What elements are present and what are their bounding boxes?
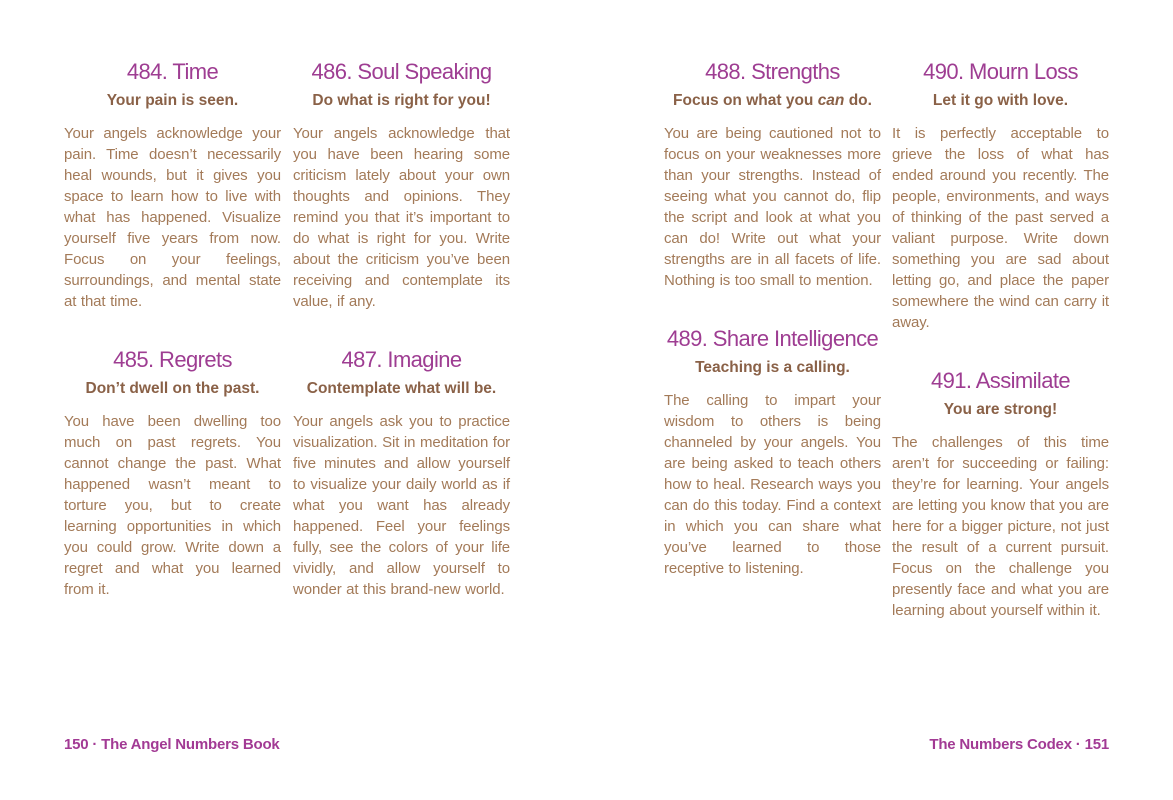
entry-484: [64, 60, 281, 312]
column-3: [664, 56, 881, 579]
entry-subtitle: Contemplate what will be.: [306, 379, 497, 397]
subtitle-text: Focus on what you: [673, 92, 818, 110]
entry-488: [664, 60, 881, 291]
entry-486: [293, 60, 510, 312]
entry-490: [892, 60, 1109, 333]
left-page: [0, 0, 586, 800]
entry-subtitle: Your pain is seen.: [106, 92, 239, 110]
entry-heading: 490. Mourn Loss: [923, 59, 1078, 84]
right-page-footer: The Numbers Codex · 151: [929, 736, 1109, 753]
entry-489: [664, 327, 881, 579]
entry-heading: 487. Imagine: [341, 346, 462, 372]
entry-subtitle: Do what is right for you!: [312, 92, 491, 110]
entry-subtitle: Let it go with love.: [932, 92, 1069, 110]
entry-body: Your angels acknowledge your pain. Time doesn’t necessarily heal wounds, but it gives you space to learn how to live with what has happened. Visualize yourself five years from now. Focus on your feelings, surroundings, and mental state at that time.: [64, 124, 281, 310]
entry-491: [892, 369, 1109, 621]
entry-487: [293, 348, 510, 600]
right-page: [586, 0, 1173, 800]
column-4: [892, 56, 1109, 621]
left-page-footer: 150 · The Angel Numbers Book: [64, 736, 280, 753]
entry-body: Your angels acknowledge that you have been hearing some criticism lately about your own thoughts and opinions. They remind you that it’s important to do what is right for you. Write about the criticism you’ve been receiving and contemplate its value, if any.: [293, 124, 510, 310]
entry-subtitle: Don’t dwell on the past.: [85, 379, 260, 397]
entry-heading: 486. Soul Speaking: [311, 59, 492, 84]
entry-heading: 488. Strengths: [705, 59, 840, 84]
subtitle-italic-word: can: [817, 92, 845, 110]
entry-body: It is perfectly acceptable to grieve the loss of what has ended around you recently. The people, environments, and ways of thinking of the past served a valiant purpose. Write down something you are sad about letting go, and place the paper somewhere the wind can carry it away.: [892, 124, 1109, 331]
entry-body: You have been dwelling too much on past regrets. You cannot change the past. What happened wasn’t meant to torture you, but to create learning opportunities in which you could grow. Write down a regret and what you learned from it.: [64, 412, 281, 598]
entry-subtitle: You are strong!: [943, 400, 1058, 418]
column-2: [293, 56, 510, 600]
entry-subtitle: [664, 92, 881, 111]
entry-485: [64, 348, 281, 600]
entry-body: Your angels ask you to practice visualization. Sit in meditation for five minutes and allow yourself to visualize your daily world as if what you want has already happened. Feel your feelings fully, see the colors of your life vividly, and allow yourself to wonder at this brand-new world.: [293, 412, 510, 598]
subtitle-text: do.: [844, 92, 872, 110]
entry-body: The calling to impart your wisdom to others is being channeled by your angels. You are being asked to teach others how to heal. Research ways you can do this today. Find a context in which you can share what you’ve learned to those receptive to listening.: [664, 391, 881, 577]
entry-heading: 491. Assimilate: [931, 367, 1070, 393]
entry-subtitle: Teaching is a calling.: [695, 358, 850, 376]
entry-heading: 485. Regrets: [113, 346, 232, 372]
entry-body: You are being cautioned not to focus on your weaknesses more than your strengths. Instead of seeing what you cannot do, flip the script and look at what you can do! Write out what your strengths are in all facets of life. Nothing is too small to mention.: [664, 124, 881, 289]
column-1: [64, 56, 281, 600]
entry-body: The challenges of this time aren’t for succeeding or failing: they’re for learning. Your angels are letting you know that you are here for a bigger picture, not just the result of a current pursuit. Focus on the challenge you presently face and what you are learning about yourself within it.: [892, 433, 1109, 619]
entry-heading: 489. Share Intelligence: [666, 325, 879, 351]
entry-heading: 484. Time: [126, 59, 219, 84]
